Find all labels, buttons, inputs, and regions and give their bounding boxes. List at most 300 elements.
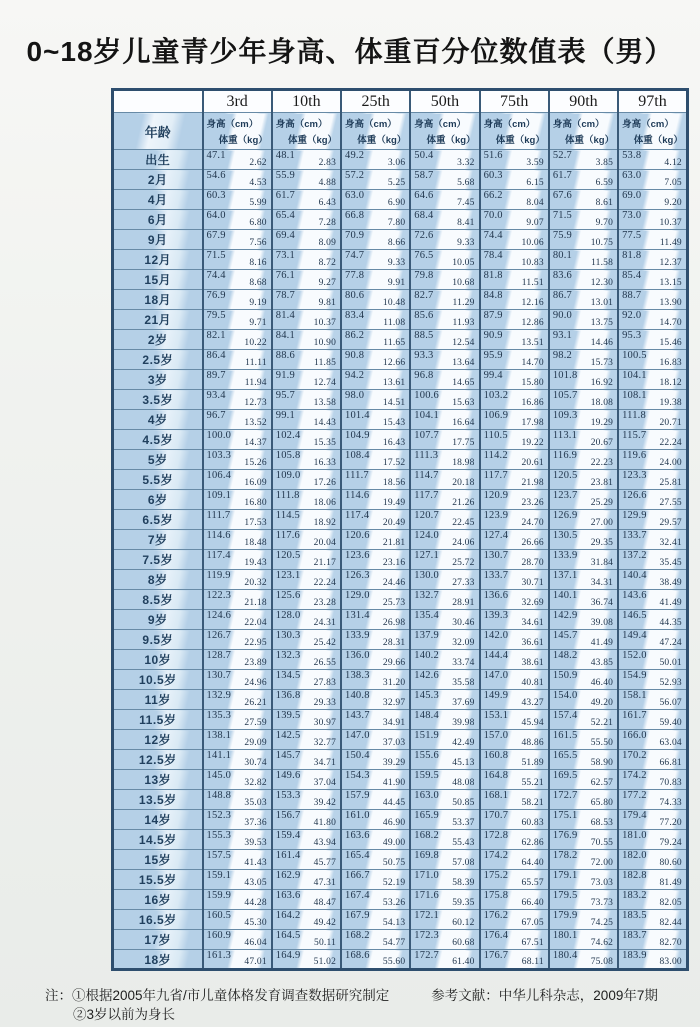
weight-value: 11.65 (383, 338, 406, 348)
value-cell (480, 310, 549, 330)
value-cell (272, 910, 341, 930)
table-row (113, 350, 688, 370)
height-value: 161.5 (552, 730, 578, 741)
height-value: 108.4 (345, 450, 370, 461)
height-value: 110.5 (483, 430, 508, 441)
value-cell (203, 550, 272, 570)
age-cell: 2岁 (113, 330, 203, 350)
value-cell (480, 270, 549, 290)
value-cell (618, 850, 687, 870)
weight-value: 24.06 (452, 538, 475, 548)
weight-value: 39.53 (244, 838, 267, 848)
height-value: 71.5 (552, 210, 573, 221)
weight-value: 9.91 (387, 278, 406, 288)
height-value: 135.4 (414, 610, 439, 621)
height-value: 145.0 (206, 770, 232, 781)
height-value: 170.2 (622, 750, 647, 761)
height-value: 166.0 (622, 730, 647, 741)
age-cell: 5.5岁 (113, 470, 203, 490)
weight-value: 11.58 (591, 258, 614, 268)
value-cell (341, 550, 410, 570)
height-value: 124.0 (414, 530, 439, 541)
weight-value: 20.67 (590, 438, 614, 448)
height-value: 75.9 (552, 230, 573, 241)
value-cell (480, 550, 549, 570)
height-value: 162.9 (275, 870, 301, 881)
value-cell (203, 690, 272, 710)
value-cell (341, 250, 410, 270)
height-value: 49.2 (345, 150, 365, 161)
weight-value: 67.05 (521, 918, 544, 928)
table-row (113, 370, 688, 390)
weight-value: 12.30 (590, 278, 614, 288)
weight-value: 68.11 (521, 957, 544, 967)
height-value: 70.9 (345, 230, 365, 241)
value-cell (549, 610, 618, 630)
table-row (113, 410, 688, 430)
table-row (113, 170, 688, 190)
age-cell: 2月 (113, 170, 203, 190)
weight-value: 50.01 (659, 658, 682, 668)
value-cell (272, 510, 341, 530)
value-cell (618, 390, 687, 410)
height-value: 152.3 (206, 810, 232, 821)
height-value: 111.3 (414, 450, 439, 461)
age-cell: 9.5岁 (113, 630, 203, 650)
weight-value: 17.75 (452, 438, 475, 448)
weight-value: 18.08 (590, 398, 614, 408)
height-value: 82.1 (206, 330, 226, 341)
height-value: 129.9 (622, 510, 647, 521)
age-cell: 16岁 (113, 890, 203, 910)
height-value: 165.9 (414, 810, 439, 821)
weight-value: 49.42 (313, 918, 337, 928)
value-cell (410, 730, 479, 750)
value-cell (272, 550, 341, 570)
value-cell (341, 330, 410, 350)
value-cell (618, 890, 687, 910)
height-value: 51.6 (483, 150, 503, 161)
height-value: 150.9 (552, 670, 578, 681)
weight-value: 16.80 (244, 498, 267, 508)
reference-text: 参考文献：中华儿科杂志，2009年7期 (431, 988, 658, 1003)
weight-value: 53.26 (382, 898, 406, 908)
value-cell (272, 430, 341, 450)
weight-value: 25.81 (659, 478, 682, 488)
weight-value: 24.46 (382, 578, 406, 588)
height-value: 176.7 (483, 950, 509, 961)
value-cell (341, 710, 410, 730)
value-cell (341, 530, 410, 550)
value-cell (272, 150, 341, 170)
value-cell (549, 630, 618, 650)
value-cell (480, 950, 549, 970)
weight-value: 28.31 (382, 638, 406, 648)
weight-value: 5.25 (387, 178, 406, 188)
height-value: 87.9 (483, 310, 503, 321)
height-value: 159.1 (206, 870, 232, 881)
value-cell (549, 550, 618, 570)
weight-value: 82.70 (659, 938, 682, 948)
value-cell (410, 750, 479, 770)
value-cell (549, 730, 618, 750)
weight-value: 28.70 (521, 558, 544, 568)
subheader-cell (341, 113, 410, 150)
height-value: 120.9 (483, 490, 509, 501)
value-cell (549, 510, 618, 530)
height-value: 128.0 (275, 610, 301, 621)
weight-value: 11.29 (452, 298, 475, 308)
weight-value: 15.73 (590, 358, 614, 368)
height-value: 145.7 (275, 750, 301, 761)
weight-value: 17.52 (382, 458, 406, 468)
weight-value: 8.04 (526, 198, 544, 208)
value-cell (272, 950, 341, 970)
value-cell (549, 410, 618, 430)
height-value: 161.7 (622, 710, 647, 721)
value-cell (618, 490, 687, 510)
weight-value: 12.73 (244, 398, 267, 408)
weight-value: 2.62 (249, 158, 267, 168)
value-cell (549, 710, 618, 730)
height-value: 147.0 (483, 670, 509, 681)
height-value: 72.6 (414, 230, 434, 241)
value-cell (203, 910, 272, 930)
value-cell (549, 570, 618, 590)
value-cell (341, 890, 410, 910)
weight-value: 4.12 (664, 158, 682, 168)
value-cell (549, 830, 618, 850)
weight-value: 65.80 (590, 798, 614, 808)
weight-value: 6.90 (387, 198, 406, 208)
value-cell (341, 350, 410, 370)
value-cell (480, 590, 549, 610)
value-cell (203, 770, 272, 790)
height-value: 135.3 (206, 710, 232, 721)
height-value: 133.9 (345, 630, 370, 641)
weight-value: 82.05 (659, 898, 682, 908)
height-value: 139.5 (275, 710, 301, 721)
height-value: 169.5 (552, 770, 578, 781)
height-value: 100.0 (206, 430, 232, 441)
value-cell (618, 430, 687, 450)
height-value: 139.3 (483, 610, 509, 621)
value-cell (341, 910, 410, 930)
weight-value: 49.00 (382, 838, 406, 848)
weight-value: 16.64 (452, 418, 475, 428)
age-cell: 17岁 (113, 930, 203, 950)
age-cell: 10.5岁 (113, 670, 203, 690)
value-cell (618, 690, 687, 710)
value-cell (272, 610, 341, 630)
height-unit-label: 身高（cm） (206, 119, 259, 130)
value-cell (549, 170, 618, 190)
weight-value: 6.43 (318, 198, 337, 208)
value-cell (480, 150, 549, 170)
height-value: 120.6 (345, 530, 370, 541)
height-value: 164.9 (275, 950, 301, 961)
weight-value: 9.33 (387, 258, 406, 268)
value-cell (341, 190, 410, 210)
height-value: 183.7 (622, 930, 647, 941)
height-value: 153.1 (483, 710, 509, 721)
weight-value: 63.04 (659, 738, 682, 748)
weight-value: 29.33 (313, 698, 337, 708)
weight-value: 19.49 (382, 498, 406, 508)
value-cell (549, 330, 618, 350)
table-row (113, 510, 688, 530)
value-cell (480, 730, 549, 750)
value-cell (203, 650, 272, 670)
value-cell (549, 910, 618, 930)
weight-value: 52.93 (659, 678, 682, 688)
subheader-cell (410, 113, 479, 150)
value-cell (203, 570, 272, 590)
height-value: 154.0 (552, 690, 578, 701)
height-value: 149.6 (275, 770, 301, 781)
height-value: 114.7 (414, 470, 439, 481)
height-value: 94.2 (345, 370, 365, 381)
weight-value: 46.40 (590, 678, 614, 688)
weight-value: 72.00 (590, 858, 614, 868)
weight-value: 13.51 (521, 338, 544, 348)
weight-value: 19.22 (521, 438, 544, 448)
table-row (113, 630, 688, 650)
weight-value: 6.80 (249, 218, 267, 228)
weight-value: 10.37 (313, 318, 337, 328)
weight-value: 16.43 (382, 438, 406, 448)
weight-value: 41.49 (590, 638, 614, 648)
value-cell (341, 850, 410, 870)
age-cell: 4岁 (113, 410, 203, 430)
weight-value: 10.22 (244, 338, 267, 348)
value-cell (618, 590, 687, 610)
weight-value: 14.46 (590, 338, 614, 348)
height-value: 181.0 (622, 830, 647, 841)
weight-value: 25.72 (452, 558, 475, 568)
height-value: 179.5 (552, 890, 578, 901)
weight-value: 9.19 (249, 298, 267, 308)
weight-value: 44.28 (244, 898, 267, 908)
height-value: 176.4 (483, 930, 509, 941)
value-cell (549, 310, 618, 330)
age-cell: 12岁 (113, 730, 203, 750)
weight-value: 58.21 (521, 798, 544, 808)
table-row (113, 850, 688, 870)
height-value: 123.9 (483, 510, 509, 521)
weight-value: 32.69 (521, 598, 544, 608)
weight-value: 3.32 (457, 158, 475, 168)
height-value: 63.0 (622, 170, 642, 181)
height-value: 123.3 (622, 470, 647, 481)
value-cell (410, 230, 479, 250)
weight-value: 44.35 (659, 618, 682, 628)
table-row (113, 670, 688, 690)
weight-value: 8.66 (387, 238, 406, 248)
weight-value: 14.70 (521, 358, 544, 368)
weight-value: 8.61 (595, 198, 614, 208)
table-row (113, 530, 688, 550)
weight-value: 73.03 (590, 878, 614, 888)
height-value: 93.3 (414, 350, 434, 361)
value-cell (410, 930, 479, 950)
weight-value: 14.37 (244, 438, 267, 448)
value-cell (480, 570, 549, 590)
height-value: 78.7 (275, 290, 295, 301)
table-row (113, 650, 688, 670)
value-cell (618, 610, 687, 630)
weight-value: 34.61 (521, 618, 544, 628)
height-value: 182.8 (622, 870, 647, 881)
weight-value: 49.20 (590, 698, 614, 708)
weight-value: 50.85 (452, 798, 475, 808)
height-value: 130.7 (206, 670, 232, 681)
weight-value: 20.71 (659, 418, 682, 428)
height-value: 120.5 (552, 470, 578, 481)
height-value: 168.1 (483, 790, 509, 801)
weight-unit-label: 体重（kg） (218, 135, 268, 146)
value-cell (341, 670, 410, 690)
height-value: 111.8 (275, 490, 300, 501)
value-cell (341, 950, 410, 970)
weight-value: 23.81 (590, 478, 614, 488)
weight-value: 14.70 (659, 318, 682, 328)
footnotes (45, 986, 675, 1024)
height-value: 88.5 (414, 330, 434, 341)
weight-value: 25.29 (590, 498, 614, 508)
height-unit-label: 身高（cm） (275, 119, 328, 130)
weight-value: 52.21 (590, 718, 614, 728)
note-label: 注： (45, 988, 72, 1003)
value-cell (341, 570, 410, 590)
height-value: 130.3 (275, 630, 301, 641)
weight-value: 26.98 (382, 618, 406, 628)
height-value: 140.1 (552, 590, 578, 601)
weight-value: 10.06 (521, 238, 544, 248)
value-cell (618, 870, 687, 890)
height-value: 143.6 (622, 590, 647, 601)
weight-value: 43.05 (244, 878, 267, 888)
height-value: 169.8 (414, 850, 439, 861)
height-value: 142.0 (483, 630, 509, 641)
weight-value: 23.26 (521, 498, 544, 508)
weight-value: 11.08 (383, 318, 406, 328)
weight-value: 43.85 (590, 658, 614, 668)
height-value: 149.9 (483, 690, 509, 701)
value-cell (203, 850, 272, 870)
height-value: 52.7 (552, 150, 573, 161)
height-value: 172.3 (414, 930, 439, 941)
value-cell (341, 610, 410, 630)
height-value: 157.9 (345, 790, 370, 801)
value-cell (480, 370, 549, 390)
weight-value: 16.83 (659, 358, 682, 368)
value-cell (549, 230, 618, 250)
weight-value: 2.83 (318, 158, 337, 168)
value-cell (341, 430, 410, 450)
height-value: 154.3 (345, 770, 370, 781)
height-value: 171.0 (414, 870, 439, 881)
height-value: 99.4 (483, 370, 503, 381)
weight-value: 11.94 (244, 378, 267, 388)
height-value: 50.4 (414, 150, 434, 161)
weight-value: 80.60 (659, 858, 682, 868)
value-cell (341, 490, 410, 510)
value-cell (410, 950, 479, 970)
value-cell (272, 450, 341, 470)
height-value: 61.7 (275, 190, 295, 201)
value-cell (203, 390, 272, 410)
height-value: 159.4 (275, 830, 301, 841)
weight-value: 55.60 (382, 957, 406, 967)
weight-value: 7.56 (249, 238, 267, 248)
weight-value: 47.31 (313, 878, 337, 888)
weight-value: 65.57 (521, 878, 544, 888)
weight-value: 45.77 (313, 858, 337, 868)
height-value: 77.5 (622, 230, 642, 241)
value-cell (341, 390, 410, 410)
height-value: 106.4 (206, 470, 232, 481)
weight-value: 11.49 (659, 238, 682, 248)
height-value: 168.2 (345, 930, 370, 941)
weight-value: 21.81 (382, 538, 406, 548)
weight-value: 46.90 (382, 818, 406, 828)
percentile-header: 75th (480, 90, 549, 113)
height-value: 82.7 (414, 290, 434, 301)
weight-value: 25.73 (382, 598, 406, 608)
note-line-1 (45, 986, 389, 1005)
value-cell (410, 830, 479, 850)
value-cell (410, 150, 479, 170)
weight-value: 45.30 (244, 918, 267, 928)
height-value: 114.6 (206, 530, 231, 541)
percentile-header-row (113, 90, 688, 113)
value-cell (618, 230, 687, 250)
weight-value: 15.63 (452, 398, 475, 408)
value-cell (480, 750, 549, 770)
height-value: 93.1 (552, 330, 573, 341)
value-cell (618, 830, 687, 850)
table-row (113, 250, 688, 270)
percentile-header: 50th (410, 90, 479, 113)
value-cell (203, 750, 272, 770)
height-value: 109.3 (552, 410, 578, 421)
weight-value: 7.45 (457, 198, 475, 208)
weight-value: 43.94 (313, 838, 337, 848)
height-value: 142.6 (414, 670, 439, 681)
height-value: 164.5 (275, 930, 301, 941)
height-value: 168.2 (414, 830, 439, 841)
value-cell (480, 770, 549, 790)
subheader-cell (618, 113, 687, 150)
height-value: 136.8 (275, 690, 301, 701)
value-cell (341, 790, 410, 810)
weight-value: 60.83 (521, 818, 544, 828)
height-value: 66.2 (483, 190, 503, 201)
weight-value: 4.53 (249, 178, 267, 188)
weight-value: 5.68 (457, 178, 475, 188)
value-cell (480, 230, 549, 250)
value-cell (480, 870, 549, 890)
weight-value: 22.24 (313, 578, 337, 588)
weight-value: 10.83 (521, 258, 544, 268)
height-value: 163.6 (345, 830, 370, 841)
value-cell (618, 270, 687, 290)
height-unit-label: 身高（cm） (622, 119, 674, 130)
table-row (113, 710, 688, 730)
value-cell (203, 930, 272, 950)
value-cell (341, 170, 410, 190)
